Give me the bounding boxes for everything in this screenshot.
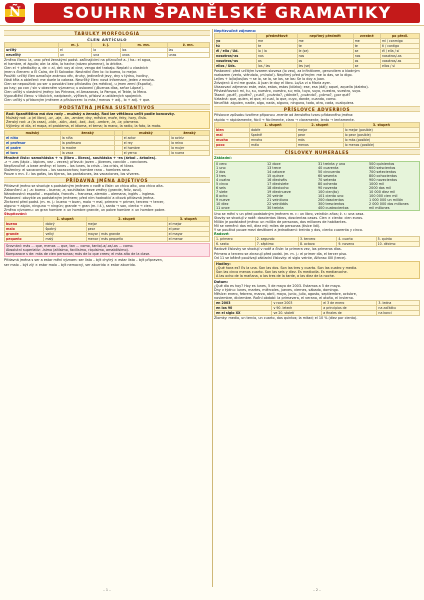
number-item: 30 treinta — [267, 206, 284, 211]
text-line: Přídavná jména s ser a estar mění význam: ser listo – být chytrý × estar listo – být připraven, — [4, 258, 163, 263]
number-item: 4 cuatro — [216, 177, 231, 182]
numbers-column — [369, 162, 418, 211]
table-cell: el peor — [167, 227, 209, 232]
table-cell: špatně — [250, 132, 297, 137]
table-cell: 10. décimo — [376, 242, 419, 247]
text-line: ¿Qué día es hoy? Hoy es lunes, 5 de mayo de 2003. Estamos a 5 de mayo. — [214, 283, 341, 288]
text-line: po hay; po con / sin v obecném významu; u oslovení (¡Buenos días, señor López!). — [4, 86, 144, 91]
table-cell: se — [353, 64, 380, 69]
table-cell: le (se) — [297, 49, 353, 54]
table-header-cell: předmětové — [257, 34, 298, 39]
number-item: 5 cinco — [216, 181, 229, 186]
table-cell: unas — [167, 53, 209, 58]
table-cell: os — [257, 59, 298, 64]
number-item: 10 diez — [216, 202, 229, 207]
text-line: Mil se nemění: dos mil, diez mil; miles de personas (tisíce lidí). — [214, 224, 321, 229]
table-cell: unos — [120, 53, 167, 58]
section-tabulky: TABULKY MORFOLOGIA — [4, 30, 210, 36]
number-item: 80 ochenta — [318, 181, 338, 186]
table-header-cell: 3. stupeň — [167, 217, 209, 222]
text-line: Přivlastňovací: mi, tu, su, nuestro, vuestro, su; mío, tuyo, suyo, nuestro, vuestro, suyo. — [214, 89, 362, 94]
pronoun-table — [214, 33, 420, 69]
absolutni-text: Absolutní superlativ: -ísimo (altísimo, facilísimo, riquísimo, amabilísimo). — [6, 248, 129, 253]
table-cell: 3. tercero — [298, 237, 336, 242]
text-line: Člen určitý s vlastními jmény: los Pirineos, el Amazonas, la Pampa, el Teide, la Meca. — [4, 90, 148, 95]
time-heading: Hodiny: — [216, 261, 231, 266]
text-line: Zakončení -o / -a: bueno – buena; -e, souhláska: beze změny (grande, feliz, azul). — [4, 187, 143, 192]
table-cell: más — [296, 137, 343, 142]
table-cell: lo más (posible) — [343, 137, 419, 142]
text-line: Člen určitý s přídavným jménem a příslovcem: lo más / menos + adj., lo + adj. + que. — [4, 98, 151, 103]
number-item: 3 tres — [216, 173, 226, 178]
table-cell: bueno — [5, 222, 44, 227]
number-item: 50 cincuenta — [318, 169, 341, 174]
table-cell: mejor — [86, 222, 167, 227]
table-row — [5, 53, 210, 58]
table-cell: v 90. letech — [272, 306, 322, 311]
table-cell: el mayor — [167, 232, 209, 237]
table-header-cell: m. j. — [59, 43, 92, 48]
table-cell: me — [353, 39, 380, 44]
number-lines-block — [214, 212, 420, 232]
table-cell: 2. segundo — [255, 237, 298, 242]
number-item: 20 veinte — [267, 193, 283, 198]
table-cell: el niño — [5, 135, 61, 140]
section-prislovce: PŘÍSLOVCE ADVERBIOS — [214, 106, 420, 112]
table-row — [215, 311, 420, 316]
table-row — [215, 242, 420, 247]
date-heading: Datum: — [214, 279, 229, 284]
table-cell: poco — [215, 142, 250, 147]
gender-table — [4, 130, 210, 156]
table-cell: na konci — [377, 311, 420, 316]
table-cell: el hombre — [122, 145, 169, 150]
text-line: Řadové číslovky se shodují v rodě a čísle: la primera vez, los primeros días. — [214, 247, 342, 252]
page-number-left: – 1 – — [103, 588, 111, 592]
table-cell: dobrý — [44, 222, 86, 227]
number-item: 31 treinta y uno — [318, 161, 346, 166]
table-header-cell: 1. stupeň — [250, 122, 297, 127]
table-cell: el profesor — [5, 140, 61, 145]
page-title: SOUHRN ŠPANĚLSKÉ GRAMATIKY — [34, 3, 420, 23]
text-line: Změna členu: la, una: před ženskými podst. začínajícími na přízvučné a- / ha-: el agua, — [4, 58, 152, 62]
text-line: Použití: určitý člen označuje známou věc, druhy, jedinečné jevy, dny v týdnu, hodiny, — [4, 74, 149, 79]
zakladni-heading: Základní: — [214, 155, 232, 160]
table-cell: las — [167, 48, 209, 53]
ordinal-table — [214, 236, 420, 247]
table-cell: él / ella / sí — [380, 49, 419, 54]
column-divider — [212, 29, 213, 587]
number-item: 13 trece — [267, 165, 282, 170]
table-cell: 7. séptimo — [255, 242, 298, 247]
table-header-cell: 2. stupeň — [86, 217, 167, 222]
text-line: alguno → algún, ninguno → ningún; grande → gran (m. i ž.), santo → san, ciento → cien. — [4, 204, 152, 209]
table-cell: yo — [215, 39, 257, 44]
table-header-cell: ž. j. — [92, 43, 121, 48]
ordinal-heading: Řadové: — [214, 232, 230, 237]
table-header-cell: ž. mn. — [167, 43, 209, 48]
text-line: Vypouštění členu: v titulcích, nadpisech, výčtech, přísloví a ustálených spojeních. — [4, 94, 143, 99]
table-cell: el — [59, 48, 92, 53]
table-row — [215, 64, 420, 69]
right-column — [214, 29, 420, 584]
numbers-grid — [214, 161, 420, 212]
table-header-cell: nepřímý předmět — [297, 34, 353, 39]
table-cell: nos — [257, 54, 298, 59]
number-item: 12 doce — [267, 161, 281, 166]
text-line: el hambre, el águila; ale: la alta, la hache (název písmene), la árbitra. — [4, 62, 123, 67]
text-line: A las ocho de la mañana, a las tres de la tarde, a las diez de la noche. — [216, 273, 335, 278]
table-cell: špatný — [44, 227, 86, 232]
table-row — [5, 150, 210, 155]
text-line: Millón je podstatné jméno: un millón de personas, dos millones de habitantes. — [214, 220, 347, 225]
number-item: 11 once — [216, 206, 230, 211]
table-header-cell: po předl. — [380, 34, 419, 39]
table-cell: vosotros/-as — [380, 59, 419, 64]
table-cell: nosotros/-as — [380, 54, 419, 59]
text-line: Pouze v mn. č.: las gafas, las tijeras, los pantalones, las vacaciones, los víveres. — [4, 171, 140, 176]
number-item: 16 dieciséis — [267, 177, 287, 182]
table-cell: la nuera — [170, 150, 210, 155]
ordinal-lines-block — [214, 247, 420, 259]
rod-box — [4, 111, 210, 129]
text-line: ser malo – být zlý × estar malo – být nemocný, ser aburrido × estar aburrido. — [4, 262, 136, 267]
table-cell: nos — [353, 54, 380, 59]
text-line: Le/les + lo/la/los/las → se lo, se la, se los, se las: Se lo doy a Juan. — [214, 77, 326, 82]
number-item: 700 setecientos — [369, 169, 397, 174]
number-item: 1000 mil — [369, 181, 384, 186]
number-item: 2 000 000 dos millones — [369, 202, 409, 207]
number-item: 8 ocho — [216, 193, 228, 198]
pronoun-lines-block — [214, 69, 420, 105]
number-item: 1 000 000 un millón — [369, 198, 404, 203]
table-cell: la actriz — [170, 135, 210, 140]
date-table — [214, 300, 420, 316]
text-line: Son las cinco menos cuarto. Son las seis y diez. Es mediodía. Es medianoche. — [216, 269, 348, 274]
table-cell: la profesora — [60, 140, 114, 145]
table-cell: lo menos (posible) — [343, 142, 419, 147]
text-line: Stovky se shodují v rodě: doscientos libros, doscientas casas. Cien × ciento: cien euros. — [214, 216, 364, 221]
number-item: 300 trescientos — [318, 202, 345, 207]
number-item: 100 cien(to) — [318, 189, 339, 194]
number-item: 9 nueve — [216, 198, 230, 203]
text-line: jmen s členem: a El Cairo, de El Salvador. Neutrální člen lo: lo bueno, lo mejor. — [4, 70, 138, 75]
numbers-column — [267, 162, 316, 211]
logo-icon — [5, 3, 25, 23]
table-row — [5, 237, 210, 242]
comparison-box — [4, 243, 210, 257]
table-cell: me — [297, 39, 353, 44]
section-podstatna: PODSTATNÁ JMÉNA SUSTANTIVOS — [4, 104, 210, 110]
table-cell: los — [120, 48, 167, 53]
table-cell: el padre — [5, 145, 61, 150]
page-number-right: – 2 – — [313, 588, 321, 592]
table-header-cell: ženský — [170, 130, 210, 135]
table-cell: mal — [215, 132, 250, 137]
table-cell: les (se) — [297, 64, 353, 69]
left-column — [4, 29, 210, 584]
table-cell: grande — [5, 232, 44, 237]
number-item: 2000 dos mil — [369, 185, 391, 190]
table-cell: él / ella / Ud. — [215, 49, 257, 54]
number-item: 7 siete — [216, 189, 228, 194]
table-cell: mucho — [215, 137, 250, 142]
table-cell: lo peor (posible) — [343, 132, 419, 137]
table-cell: mayor / más grande — [86, 232, 167, 237]
table-cell: mí / conmigo — [380, 39, 419, 44]
adjective-lines-block — [4, 184, 210, 212]
comparison-table — [4, 216, 210, 242]
text-line: -z → -ces (lápiz – lápices, vez – veces); přízvuk: joven – jóvenes, canción – canciones. — [4, 159, 149, 164]
time-box — [214, 261, 420, 279]
table-cell: el 3 de enero — [322, 301, 377, 306]
table-cell: a finales de — [322, 311, 377, 316]
table-cell: vosotros/-as — [215, 59, 257, 64]
section-pridavna: PŘÍDAVNÁ JMÉNA ADJETIVOS — [4, 177, 210, 183]
text-line: Nepřízvučné -s beze změny: el lunes – los lunes, la crisis – las crisis, el tórax. — [4, 163, 135, 168]
table-cell: os — [353, 59, 380, 64]
text-line: rozkazem (verlo, viéndolo, ¡míralo!). Nepřímý před přímým: me lo das, se lo digo. — [214, 73, 353, 78]
table-cell: la reina — [170, 140, 210, 145]
comparison-heading: Stupňování: — [4, 212, 28, 217]
table-cell: en 2003 — [215, 301, 272, 306]
text-line: Příslovce způsobu tvoříme příponou -mente od ženského tvaru přídavného jména: — [214, 113, 354, 118]
table-header-cell: mužský — [122, 130, 169, 135]
number-item: 19 diecinueve — [267, 189, 291, 194]
text-line: noviembre, diciembre. Roční období: la primavera, el verano, el otoño, el invierno. — [214, 295, 354, 300]
number-item: 60 sesenta — [318, 173, 337, 178]
text-line: Zdvojení: A mí me gusta. A Juan le doy el libro. Lo/La vi a María ayer. — [214, 81, 331, 86]
number-item: 22 veintidós — [267, 202, 288, 207]
table-cell: la mujer — [170, 145, 210, 150]
table-cell: lo mejor (posible) — [343, 127, 419, 132]
table-cell: velký — [44, 232, 86, 237]
adverb-lines-block — [214, 113, 420, 121]
table-cell: nos — [297, 54, 353, 59]
table-cell: menos — [296, 142, 343, 147]
table-cell: en los 90 — [215, 306, 272, 311]
number-item: 40 cuarenta — [318, 165, 339, 170]
time-lines-block — [216, 266, 418, 278]
table-cell: lo / la — [257, 49, 298, 54]
number-item: 90 noventa — [318, 185, 338, 190]
table-cell: el yerno — [122, 150, 169, 155]
table-cell: la madre — [60, 145, 114, 150]
table-cell — [115, 150, 122, 155]
text-line: Postavení: obvykle za podstatným jménem; před ním hodnotící a citová přídavná jména. — [4, 196, 155, 201]
table-cell: 4. cuarto — [337, 237, 376, 242]
table-header-cell: 3. stupeň — [343, 122, 419, 127]
table-cell: peor — [296, 132, 343, 137]
rod-text: Rod: španělština má dva rody – mužský a ženský. Rod lze většinou určit podle koncovky. — [6, 111, 175, 116]
table-cell: dobře — [250, 127, 297, 132]
article-text-block — [4, 58, 210, 103]
srovnani-text: Srovnání: más ... que, menos ... que, tan ... como, tanto/-a/-os/-as ... como. — [6, 244, 134, 249]
table-header-cell: 2. stupeň — [296, 122, 343, 127]
number-item: 600 seiscientos — [369, 165, 396, 170]
table-row — [215, 142, 420, 147]
table-cell: ellos / sí — [380, 64, 419, 69]
pronoun-heading: Nepřízvučné zájmeno: — [214, 29, 257, 33]
table-cell: te — [297, 44, 353, 49]
text-line: Y se používá pouze mezi desítkami a jednotkami: treinta y dos, ciento cuarenta y cinco. — [214, 228, 363, 233]
table-header-cell: mužský — [5, 130, 61, 135]
number-item: 10 000 diez mil — [369, 189, 396, 194]
table-cell: 9. noveno — [337, 242, 376, 247]
logo-letter: Ñ — [9, 5, 21, 20]
text-line: Ukazovací zájmena: este, esta, estos, estas (blízko); ese, esa (dál); aquel, aquella (daleko). — [214, 85, 369, 90]
table-cell: menor / más pequeño — [86, 237, 167, 242]
table-cell: ti / contigo — [380, 44, 419, 49]
table-cell: malý — [44, 237, 86, 242]
date-lines-block — [214, 284, 420, 300]
table-cell: la — [92, 48, 121, 53]
number-item: 800 ochocientos — [369, 173, 397, 178]
text-line: Tázací: ¿qué?, ¿quién?, ¿cuál?, ¿cuánto?, ¿dónde?, ¿cuándo?, ¿cómo?, ¿por qué? — [214, 93, 351, 98]
muzsky-text: Mužský rod: -o (el libro), -or, -aje, -án, -ambre; dny, měsíce, moře, řeky, hory, čísla. — [6, 115, 147, 120]
table-header-cell: m. mn. — [120, 43, 167, 48]
table-cell: en el siglo XX — [215, 311, 272, 316]
table-cell: neurčitý — [5, 53, 59, 58]
text-line: Člen se nepoužívá: po ser u povolání bez přívlastku (es médico), u jmen zemí (España), — [4, 82, 153, 87]
table-cell: mnoho — [250, 137, 297, 142]
table-cell: una — [92, 53, 121, 58]
text-line: Vztažná: que, quien, el que, el cual, lo que, cuyo, donde, cuando, como. — [214, 97, 337, 102]
table-cell: ve 20. století — [272, 311, 322, 316]
table-cell: te — [353, 44, 380, 49]
plural-lines-block — [4, 160, 210, 176]
table-cell: 1. primero — [215, 237, 256, 242]
number-item: 14 catorce — [267, 169, 286, 174]
number-item: 0 cero — [216, 161, 227, 166]
table-cell: se — [353, 49, 380, 54]
table-cell: v roce 2003 — [272, 301, 322, 306]
number-item: 2 dos — [216, 169, 226, 174]
number-item: 70 setenta — [318, 177, 337, 182]
text-line: Přídavné jméno se shoduje s podstatným jménem v rodě a čísle: un chico alto, una chica alta. — [4, 183, 164, 188]
number-item: mil millones — [369, 206, 390, 211]
number-item: 200 doscientos — [318, 198, 344, 203]
text-line: rápido → rápidamente, fácil → fácilmente, claro → claramente, lento → lentamente. — [214, 117, 355, 122]
number-item: 101 ciento uno — [318, 193, 344, 198]
table-cell: la vaca — [60, 150, 114, 155]
number-item: 100 000 cien mil — [369, 193, 398, 198]
number-item: 15 quince — [267, 173, 284, 178]
table-cell: os — [297, 59, 353, 64]
table-header-cell: 1. stupeň — [44, 217, 86, 222]
table-cell: nosotros/-as — [215, 54, 257, 59]
text-line: Národnostní: español – española, francés – francesa, alemán – alemana, inglés – inglesa. — [4, 192, 155, 197]
text-line: Od 11 se běžně používají základní číslovky: el siglo veinte, Alfonso XIII (trece). — [214, 255, 347, 260]
left-bottom-block — [4, 258, 210, 266]
table-header-cell: zvratné — [353, 34, 380, 39]
number-item: 900 novecientos — [369, 177, 398, 182]
numbers-column — [318, 162, 367, 211]
table-cell: a principios de — [322, 306, 377, 311]
text-line: Složeniny: el sacacorchos – los sacacorchos; hombre rana – hombres rana. — [4, 167, 131, 172]
text-line: Primero a tercero se zkracují před podst. jm. m. j.: el primer día, el tercer piso. — [214, 251, 348, 256]
table-cell: los / las — [257, 64, 298, 69]
vyjimky-text: Výjimky: el día, el mapa, el problema, el idioma, el tema; la mano, la radio, la foto, la moto. — [6, 123, 162, 128]
table-cell: un — [59, 53, 92, 58]
number-item: 500 quinientos — [369, 161, 395, 166]
adverb-table — [214, 122, 420, 148]
text-line: Změna významu: un gran hombre × un hombre grande, un pobre hombre × un hombre pobre. — [4, 208, 166, 213]
table-cell: ellos / Uds. — [215, 64, 257, 69]
number-item: 400 cuatrocientos — [318, 206, 349, 211]
table-cell: el toro — [5, 150, 61, 155]
table-cell: mejor — [296, 127, 343, 132]
table-cell: malo — [5, 227, 44, 232]
table-cell: 8. octavo — [298, 242, 336, 247]
number-item: 21 veintiuno — [267, 198, 289, 203]
table-cell: peor — [86, 227, 167, 232]
number-item: 17 diecisiete — [267, 181, 289, 186]
table-cell: málo — [250, 142, 297, 147]
number-item: 1 uno — [216, 165, 226, 170]
article-table — [4, 42, 210, 58]
table-cell: te — [257, 44, 298, 49]
table-cell: el mejor — [167, 222, 209, 227]
table-cell: el menor — [167, 237, 209, 242]
text-line: Postavení: před určitým tvarem slovesa (lo veo), za infinitivem, gerundiem a kladným — [214, 69, 360, 74]
number-item: 18 dieciocho — [267, 185, 289, 190]
plural-heading: Množné číslo: samohláska + -s (libro – libros), souhláska + -es (árbol – árboles). — [4, 155, 157, 160]
subsection-clen: ČLEN ARTÍCULO — [87, 37, 127, 42]
table-cell: bien — [215, 127, 250, 132]
numbers-column — [216, 162, 265, 211]
table-header-cell: ženský — [60, 130, 114, 135]
fractions-text: Zlomky: medio, un tercio, un cuarto, dos quintos; la mitad; el 10 % (diez por ciento). — [214, 316, 358, 321]
table-cell: 3. ledna — [377, 301, 420, 306]
zensky-text: Ženský rod: -a (la casa), -ción, -sión, -dad, -tad, -tud, -umbre, -ie, -iz; písmena. — [6, 119, 140, 124]
table-cell: me — [257, 39, 298, 44]
table-cell: 5. quinto — [376, 237, 419, 242]
text-line: Člen el + předložky a, de = al, del: voy al cine, vengo del trabajo. Neplatí u vlastních — [4, 66, 149, 71]
table-cell: 6. sexto — [215, 242, 256, 247]
section-cislovky: ČÍSLOVKY NUMERALES — [214, 149, 420, 155]
text-line: Neurčitá: alguien, nadie, algo, nada, alguno, ninguno, todo, otro, cada, cualquiera. — [214, 101, 355, 106]
text-line: Měsíce: enero, febrero, marzo, abril, mayo, junio, julio, agosto, septiembre, octubre, — [214, 291, 357, 296]
table-cell: el actor — [122, 135, 169, 140]
text-line: ¿Qué hora es? Es la una. Son las dos. Son las tres y cuarto. Son las cuatro y media. — [216, 265, 358, 270]
table-cell: určitý — [5, 48, 59, 53]
table-cell: tú — [215, 44, 257, 49]
table-cell: pequeño — [5, 237, 44, 242]
text-line: Zkrácení před podst. jm. m. j.: bueno → buen, malo → mal, primero → primer, tercero → tercer, — [4, 200, 165, 205]
header-banner — [0, 0, 424, 26]
komparace-text: Komparace s de: más de cien personas; más de lo que crees; el más alto de la clase. — [6, 252, 151, 257]
table-cell: el rey — [122, 140, 169, 145]
number-item: 6 seis — [216, 185, 226, 190]
text-line: části těla a oblečení: me duele la cabeza. Neurčitý člen: nová informace, jeden z mnoha. — [4, 78, 155, 83]
text-line: Uno se mění v un před podstatným jménem m. r.: un libro, veintiún años; ž. r.: una casa. — [214, 212, 365, 217]
table-cell: na začátku — [377, 306, 420, 311]
table-cell: la niña — [60, 135, 114, 140]
text-line: Dny v týdnu: lunes, martes, miércoles, jueves, viernes, sábado, domingo. — [214, 287, 339, 292]
